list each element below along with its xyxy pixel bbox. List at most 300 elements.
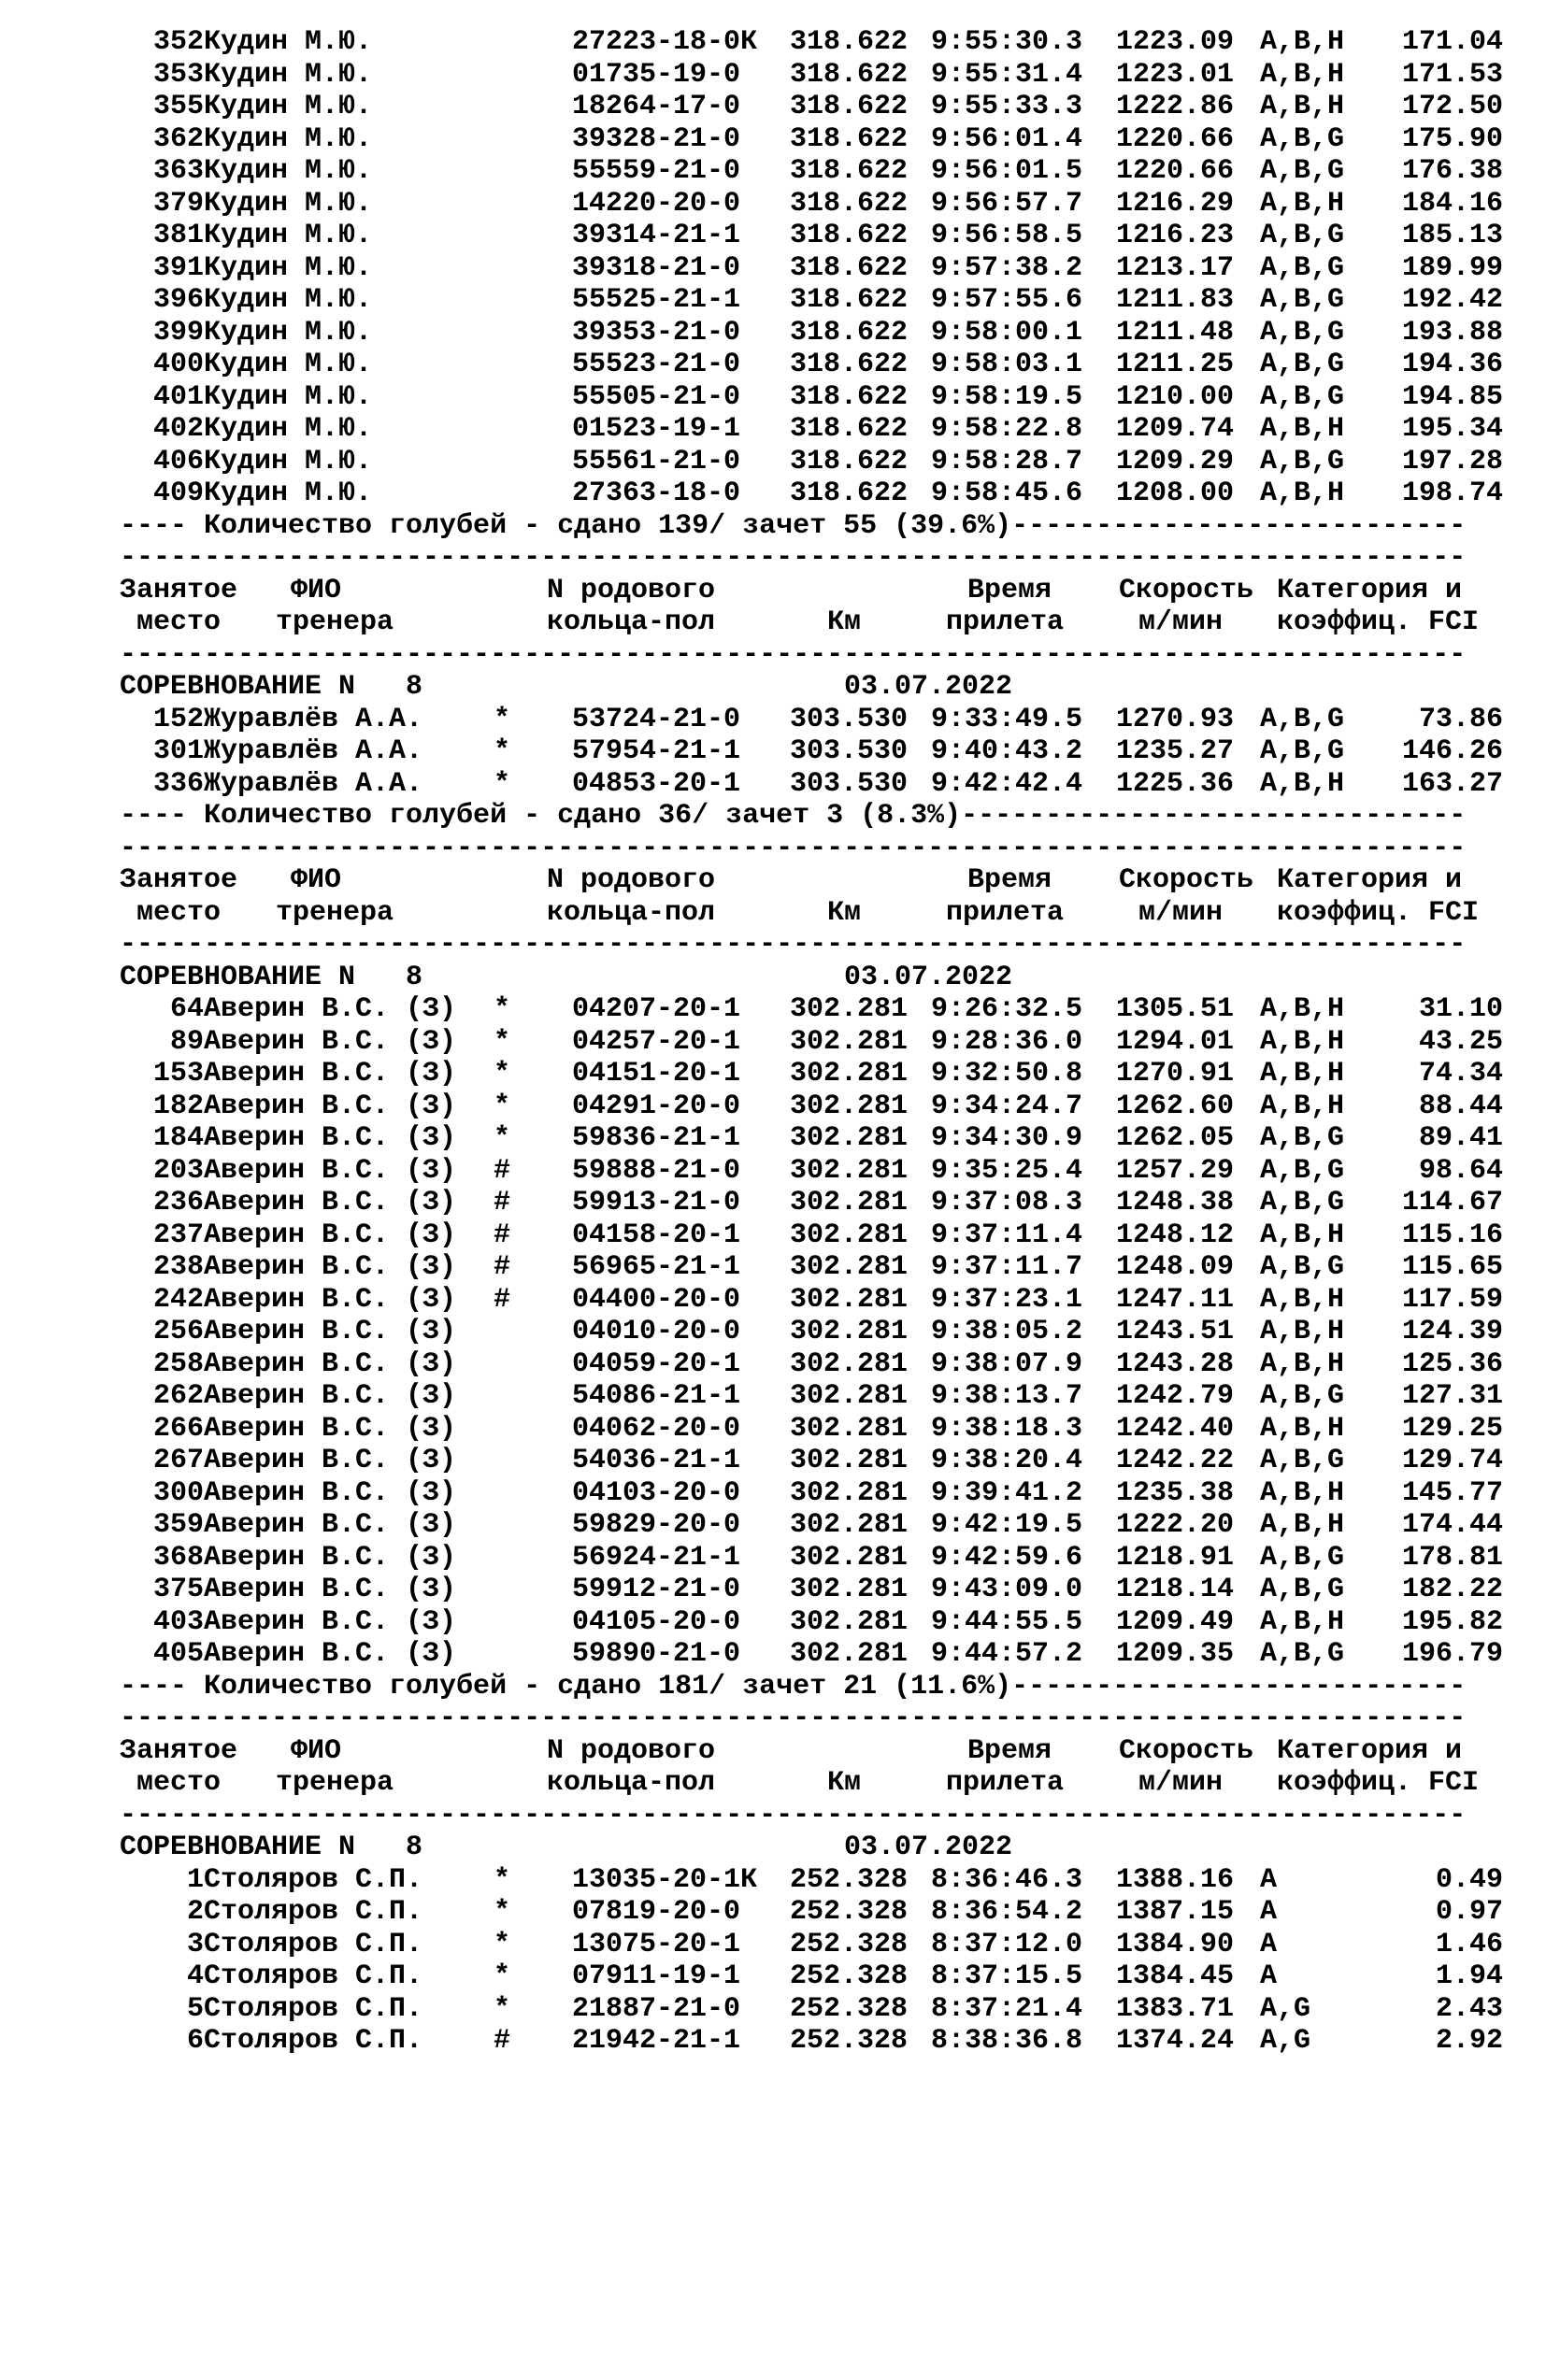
distance-km-cell: 252.328: [790, 2025, 909, 2057]
column-header-line-1: [0, 864, 1546, 897]
trainer-name-cell: Кудин М.Ю.: [204, 155, 373, 187]
result-row: [0, 1284, 1546, 1317]
result-row: [0, 1993, 1546, 2026]
place-cell: 396: [152, 284, 204, 316]
trainer-name-cell: Аверин В.С. (З): [204, 1316, 457, 1347]
result-row: [0, 993, 1546, 1026]
place-cell: 402: [152, 413, 204, 445]
fci-coef-cell: 115.16: [1401, 1219, 1503, 1251]
ring-number-cell: 04207-20-1: [572, 993, 741, 1025]
fci-coef-cell: 117.59: [1401, 1283, 1503, 1316]
result-row: [0, 477, 1546, 510]
distance-km-cell: 302.281: [790, 1090, 909, 1122]
trainer-name-cell: Столяров С.П.: [204, 1863, 423, 1896]
distance-km-cell: 302.281: [790, 1509, 909, 1541]
result-row: [0, 252, 1546, 285]
mark-cell: *: [494, 1025, 511, 1058]
distance-km-cell: 252.328: [790, 1863, 909, 1896]
header-ring-label: N родового: [547, 1734, 716, 1767]
speed-cell: 1218.91: [1116, 1541, 1235, 1574]
speed-cell: 1211.48: [1116, 316, 1235, 349]
distance-km-cell: 318.622: [790, 122, 909, 155]
trainer-name-cell: Аверин В.С. (З): [204, 1219, 457, 1251]
ring-number-cell: 04059-20-1: [572, 1347, 741, 1380]
ring-number-cell: 21942-21-1: [572, 2025, 741, 2057]
fci-coef-cell: 174.44: [1401, 1509, 1503, 1541]
speed-cell: 1208.00: [1116, 477, 1235, 509]
dash-divider-text: --------------------------------------------------------------------------------: [120, 638, 1467, 671]
arrival-time-cell: 9:38:13.7: [931, 1380, 1083, 1412]
trainer-name-cell: Столяров С.П.: [204, 1896, 423, 1928]
place-cell: 256: [152, 1316, 204, 1347]
place-cell: 381: [152, 220, 204, 251]
category-cell: A,B,G: [1260, 1380, 1345, 1412]
arrival-time-cell: 9:58:03.1: [931, 349, 1083, 380]
arrival-time-cell: 9:55:31.4: [931, 58, 1083, 91]
distance-km-cell: 303.530: [790, 735, 909, 767]
place-cell: 409: [152, 477, 204, 509]
trainer-name-cell: Кудин М.Ю.: [204, 58, 373, 91]
trainer-name-cell: Аверин В.С. (З): [204, 1412, 457, 1445]
fci-coef-cell: 184.16: [1401, 187, 1503, 220]
place-cell: 3: [186, 1928, 204, 1960]
dash-divider: [0, 1800, 1546, 1832]
trainer-name-cell: Кудин М.Ю.: [204, 284, 373, 316]
category-cell: A,B,H: [1260, 1025, 1345, 1058]
speed-cell: 1209.49: [1116, 1605, 1235, 1638]
header-place-sublabel: место: [136, 896, 222, 929]
speed-cell: 1305.51: [1116, 993, 1235, 1025]
ring-number-cell: 01735-19-0: [572, 58, 741, 91]
speed-cell: 1384.90: [1116, 1928, 1235, 1960]
fci-coef-cell: 2.43: [1435, 1992, 1503, 2025]
place-cell: 391: [152, 251, 204, 284]
speed-cell: 1209.35: [1116, 1638, 1235, 1670]
distance-km-cell: 302.281: [790, 1058, 909, 1090]
ring-number-cell: 01523-19-1: [572, 413, 741, 445]
fci-coef-cell: 43.25: [1418, 1025, 1503, 1058]
ring-number-cell: 59912-21-0: [572, 1574, 741, 1605]
competition-line: [0, 671, 1546, 704]
category-cell: A,B,H: [1260, 1316, 1345, 1347]
trainer-name-cell: Аверин В.С. (З): [204, 1445, 457, 1476]
fci-coef-cell: 127.31: [1401, 1380, 1503, 1412]
fci-coef-cell: 163.27: [1401, 767, 1503, 800]
ring-number-cell: 04291-20-0: [572, 1090, 741, 1122]
result-row: [0, 1896, 1546, 1929]
ring-number-cell: 55525-21-1: [572, 284, 741, 316]
result-row: [0, 59, 1546, 92]
place-cell: 400: [152, 349, 204, 380]
mark-cell: #: [494, 1251, 511, 1283]
header-speed-label: Скорость: [1119, 574, 1254, 606]
trainer-name-cell: Кудин М.Ю.: [204, 380, 373, 413]
fci-coef-cell: 129.25: [1401, 1412, 1503, 1445]
fci-coef-cell: 192.42: [1401, 284, 1503, 316]
result-row: [0, 1348, 1546, 1381]
result-row: [0, 1638, 1546, 1671]
category-cell: A,B,G: [1260, 251, 1345, 284]
trainer-name-cell: Аверин В.С. (З): [204, 1509, 457, 1541]
ring-number-cell: 59913-21-0: [572, 1187, 741, 1219]
ring-number-cell: 04105-20-0: [572, 1605, 741, 1638]
dash-divider: [0, 639, 1546, 672]
distance-km-cell: 302.281: [790, 1476, 909, 1509]
place-cell: 363: [152, 155, 204, 187]
fci-coef-cell: 178.81: [1401, 1541, 1503, 1574]
distance-km-cell: 318.622: [790, 220, 909, 251]
results-sheet: [0, 26, 1546, 2058]
fci-coef-cell: 195.34: [1401, 413, 1503, 445]
category-cell: A,B,G: [1260, 1445, 1345, 1476]
ring-number-cell: 27223-18-0К: [572, 26, 758, 58]
result-row: [0, 1574, 1546, 1606]
mark-cell: *: [494, 735, 511, 767]
arrival-time-cell: 9:28:36.0: [931, 1025, 1083, 1058]
result-row: [0, 155, 1546, 188]
result-row: [0, 735, 1546, 768]
header-place-sublabel: место: [136, 606, 222, 638]
speed-cell: 1243.51: [1116, 1316, 1235, 1347]
place-cell: 153: [152, 1058, 204, 1090]
trainer-name-cell: Журавлёв А.А.: [204, 735, 423, 767]
arrival-time-cell: 9:38:20.4: [931, 1445, 1083, 1476]
category-cell: A,B,H: [1260, 1605, 1345, 1638]
speed-cell: 1248.38: [1116, 1187, 1235, 1219]
category-cell: A,B,H: [1260, 91, 1345, 122]
fci-coef-cell: 124.39: [1401, 1316, 1503, 1347]
distance-km-cell: 302.281: [790, 1025, 909, 1058]
trainer-name-cell: Столяров С.П.: [204, 2025, 423, 2057]
place-cell: 336: [152, 767, 204, 800]
ring-number-cell: 27363-18-0: [572, 477, 741, 509]
speed-cell: 1294.01: [1116, 1025, 1235, 1058]
category-cell: A,B,G: [1260, 155, 1345, 187]
place-cell: 359: [152, 1509, 204, 1541]
result-row: [0, 768, 1546, 801]
distance-km-cell: 302.281: [790, 1380, 909, 1412]
fci-coef-cell: 185.13: [1401, 220, 1503, 251]
result-row: [0, 123, 1546, 156]
fci-coef-cell: 198.74: [1401, 477, 1503, 509]
ring-number-cell: 04103-20-0: [572, 1476, 741, 1509]
header-time-sublabel: прилета: [946, 896, 1065, 929]
trainer-name-cell: Аверин В.С. (З): [204, 1025, 457, 1058]
category-cell: A,B,G: [1260, 1122, 1345, 1154]
category-cell: A,B,H: [1260, 767, 1345, 800]
place-cell: 379: [152, 187, 204, 220]
trainer-name-cell: Журавлёв А.А.: [204, 767, 423, 800]
header-speed-sublabel: м/мин: [1138, 896, 1224, 929]
distance-km-cell: 318.622: [790, 445, 909, 477]
ring-number-cell: 21887-21-0: [572, 1992, 741, 2025]
trainer-name-cell: Аверин В.С. (З): [204, 1058, 457, 1090]
result-row: [0, 1026, 1546, 1059]
header-place-sublabel: место: [136, 1767, 222, 1799]
distance-km-cell: 303.530: [790, 767, 909, 800]
category-cell: A,B,H: [1260, 477, 1345, 509]
distance-km-cell: 318.622: [790, 91, 909, 122]
distance-km-cell: 302.281: [790, 1347, 909, 1380]
category-cell: A,B,H: [1260, 1090, 1345, 1122]
trainer-name-cell: Аверин В.С. (З): [204, 1283, 457, 1316]
trainer-name-cell: Кудин М.Ю.: [204, 26, 373, 58]
fci-coef-cell: 73.86: [1418, 703, 1503, 735]
fci-coef-cell: 194.36: [1401, 349, 1503, 380]
speed-cell: 1220.66: [1116, 122, 1235, 155]
arrival-time-cell: 9:58:45.6: [931, 477, 1083, 509]
trainer-name-cell: Кудин М.Ю.: [204, 251, 373, 284]
speed-cell: 1216.23: [1116, 220, 1235, 251]
arrival-time-cell: 9:40:43.2: [931, 735, 1083, 767]
fci-coef-cell: 89.41: [1418, 1122, 1503, 1154]
fci-coef-cell: 196.79: [1401, 1638, 1503, 1670]
dash-divider-text: --------------------------------------------------------------------------------: [120, 1703, 1467, 1734]
fci-coef-cell: 197.28: [1401, 445, 1503, 477]
header-speed-sublabel: м/мин: [1138, 606, 1224, 638]
dash-divider: [0, 929, 1546, 962]
dash-divider-text: --------------------------------------------------------------------------------: [120, 929, 1467, 961]
header-category-label: Категория и: [1277, 864, 1463, 896]
dash-divider-text: --------------------------------------------------------------------------------: [120, 832, 1467, 864]
distance-km-cell: 252.328: [790, 1960, 909, 1992]
mark-cell: *: [494, 1863, 511, 1896]
arrival-time-cell: 9:33:49.5: [931, 703, 1083, 735]
result-row: [0, 26, 1546, 59]
column-header-line-2: [0, 1767, 1546, 1800]
ring-number-cell: 55505-21-0: [572, 380, 741, 413]
trainer-name-cell: Аверин В.С. (З): [204, 1251, 457, 1283]
fci-coef-cell: 125.36: [1401, 1347, 1503, 1380]
arrival-time-cell: 9:44:55.5: [931, 1605, 1083, 1638]
ring-number-cell: 57954-21-1: [572, 735, 741, 767]
mark-cell: *: [494, 1896, 511, 1928]
trainer-name-cell: Кудин М.Ю.: [204, 122, 373, 155]
ring-number-cell: 54036-21-1: [572, 1445, 741, 1476]
category-cell: A,G: [1260, 2025, 1311, 2057]
header-trainer-sublabel: тренера: [276, 896, 394, 929]
category-cell: A,B,G: [1260, 445, 1345, 477]
arrival-time-cell: 9:42:19.5: [931, 1509, 1083, 1541]
category-cell: A,B,H: [1260, 413, 1345, 445]
fci-coef-cell: 115.65: [1401, 1251, 1503, 1283]
speed-cell: 1242.40: [1116, 1412, 1235, 1445]
speed-cell: 1270.93: [1116, 703, 1235, 735]
result-row: [0, 1122, 1546, 1155]
category-cell: A,B,H: [1260, 187, 1345, 220]
trainer-name-cell: Аверин В.С. (З): [204, 1154, 457, 1187]
arrival-time-cell: 9:39:41.2: [931, 1476, 1083, 1509]
competition-title: СОРЕВНОВАНИЕ N 8: [120, 961, 423, 993]
mark-cell: *: [494, 703, 511, 735]
distance-km-cell: 302.281: [790, 1122, 909, 1154]
dash-divider-text: --------------------------------------------------------------------------------: [120, 1799, 1467, 1831]
distance-km-cell: 302.281: [790, 1541, 909, 1574]
header-km-label: Км: [827, 1767, 862, 1799]
arrival-time-cell: 8:36:46.3: [931, 1863, 1083, 1896]
trainer-name-cell: Аверин В.С. (З): [204, 1347, 457, 1380]
arrival-time-cell: 9:38:05.2: [931, 1316, 1083, 1347]
result-row: [0, 2025, 1546, 2058]
result-row: [0, 1187, 1546, 1219]
header-fio-label: ФИО: [291, 1734, 342, 1767]
result-row: [0, 446, 1546, 478]
speed-cell: 1383.71: [1116, 1992, 1235, 2025]
category-cell: A,B,G: [1260, 1638, 1345, 1670]
ring-number-cell: 53724-21-0: [572, 703, 741, 735]
distance-km-cell: 318.622: [790, 58, 909, 91]
summary-line: [0, 1671, 1546, 1703]
arrival-time-cell: 9:57:38.2: [931, 251, 1083, 284]
place-cell: 403: [152, 1605, 204, 1638]
trainer-name-cell: Столяров С.П.: [204, 1992, 423, 2025]
result-row: [0, 188, 1546, 221]
category-cell: A,B,G: [1260, 122, 1345, 155]
place-cell: 238: [152, 1251, 204, 1283]
competition-title: СОРЕВНОВАНИЕ N 8: [120, 1831, 423, 1863]
ring-number-cell: 39318-21-0: [572, 251, 741, 284]
distance-km-cell: 318.622: [790, 413, 909, 445]
fci-coef-cell: 1.46: [1435, 1928, 1503, 1960]
distance-km-cell: 318.622: [790, 155, 909, 187]
header-time-label: Время: [967, 574, 1052, 606]
competition-line: [0, 962, 1546, 994]
category-cell: A,B,G: [1260, 284, 1345, 316]
header-ring-label: N родового: [547, 574, 716, 606]
distance-km-cell: 318.622: [790, 477, 909, 509]
place-cell: 401: [152, 380, 204, 413]
dash-divider-text: --------------------------------------------------------------------------------: [120, 542, 1467, 574]
header-km-label: Км: [827, 606, 862, 638]
arrival-time-cell: 9:58:28.7: [931, 445, 1083, 477]
mark-cell: #: [494, 1154, 511, 1187]
ring-number-cell: 59836-21-1: [572, 1122, 741, 1154]
fci-coef-cell: 31.10: [1418, 993, 1503, 1025]
speed-cell: 1225.36: [1116, 767, 1235, 800]
trainer-name-cell: Аверин В.С. (З): [204, 993, 457, 1025]
distance-km-cell: 302.281: [790, 1445, 909, 1476]
result-row: [0, 1413, 1546, 1446]
place-cell: 267: [152, 1445, 204, 1476]
fci-coef-cell: 194.85: [1401, 380, 1503, 413]
speed-cell: 1262.05: [1116, 1122, 1235, 1154]
arrival-time-cell: 8:38:36.8: [931, 2025, 1083, 2057]
ring-number-cell: 39314-21-1: [572, 220, 741, 251]
summary-text: ---- Количество голубей - сдано 36/ зачет 3 (8.3%)------------------------------: [120, 800, 1467, 832]
speed-cell: 1242.22: [1116, 1445, 1235, 1476]
fci-coef-cell: 145.77: [1401, 1476, 1503, 1509]
speed-cell: 1235.38: [1116, 1476, 1235, 1509]
header-trainer-sublabel: тренера: [276, 1767, 394, 1799]
ring-number-cell: 54086-21-1: [572, 1380, 741, 1412]
place-cell: 64: [169, 993, 204, 1025]
distance-km-cell: 318.622: [790, 316, 909, 349]
ring-number-cell: 39328-21-0: [572, 122, 741, 155]
header-category-sublabel: коэффиц. FCI: [1277, 1767, 1480, 1799]
speed-cell: 1262.60: [1116, 1090, 1235, 1122]
fci-coef-cell: 98.64: [1418, 1154, 1503, 1187]
mark-cell: *: [494, 1058, 511, 1090]
summary-text: ---- Количество голубей - сдано 139/ зачет 55 (39.6%)---------------------------: [120, 509, 1467, 542]
ring-number-cell: 56965-21-1: [572, 1251, 741, 1283]
speed-cell: 1223.01: [1116, 58, 1235, 91]
fci-coef-cell: 0.49: [1435, 1863, 1503, 1896]
trainer-name-cell: Журавлёв А.А.: [204, 703, 423, 735]
result-row: [0, 1477, 1546, 1510]
mark-cell: *: [494, 1122, 511, 1154]
speed-cell: 1374.24: [1116, 2025, 1235, 2057]
ring-number-cell: 07911-19-1: [572, 1960, 741, 1992]
category-cell: A,B,H: [1260, 1476, 1345, 1509]
header-place-label: Занятое: [120, 864, 238, 896]
arrival-time-cell: 9:37:11.7: [931, 1251, 1083, 1283]
header-time-sublabel: прилета: [946, 606, 1065, 638]
ring-number-cell: 55561-21-0: [572, 445, 741, 477]
arrival-time-cell: 9:37:08.3: [931, 1187, 1083, 1219]
category-cell: A,B,G: [1260, 1187, 1345, 1219]
category-cell: A: [1260, 1863, 1278, 1896]
header-fio-label: ФИО: [291, 574, 342, 606]
category-cell: A,B,G: [1260, 380, 1345, 413]
ring-number-cell: 59888-21-0: [572, 1154, 741, 1187]
place-cell: 2: [186, 1896, 204, 1928]
ring-number-cell: 07819-20-0: [572, 1896, 741, 1928]
ring-number-cell: 18264-17-0: [572, 91, 741, 122]
category-cell: A,B,G: [1260, 1154, 1345, 1187]
fci-coef-cell: 129.74: [1401, 1445, 1503, 1476]
place-cell: 182: [152, 1090, 204, 1122]
speed-cell: 1218.14: [1116, 1574, 1235, 1605]
place-cell: 4: [186, 1960, 204, 1992]
mark-cell: *: [494, 1960, 511, 1992]
arrival-time-cell: 9:38:07.9: [931, 1347, 1083, 1380]
place-cell: 355: [152, 91, 204, 122]
result-row: [0, 1251, 1546, 1284]
ring-number-cell: 04257-20-1: [572, 1025, 741, 1058]
header-category-label: Категория и: [1277, 1734, 1463, 1767]
fci-coef-cell: 193.88: [1401, 316, 1503, 349]
result-row: [0, 317, 1546, 349]
place-cell: 399: [152, 316, 204, 349]
mark-cell: *: [494, 1928, 511, 1960]
arrival-time-cell: 9:58:22.8: [931, 413, 1083, 445]
result-row: [0, 1606, 1546, 1639]
distance-km-cell: 302.281: [790, 1412, 909, 1445]
arrival-time-cell: 9:38:18.3: [931, 1412, 1083, 1445]
speed-cell: 1213.17: [1116, 251, 1235, 284]
competition-date: 03.07.2022: [844, 671, 1013, 703]
trainer-name-cell: Кудин М.Ю.: [204, 445, 373, 477]
dash-divider: [0, 1703, 1546, 1735]
fci-coef-cell: 114.67: [1401, 1187, 1503, 1219]
category-cell: A: [1260, 1960, 1278, 1992]
header-ring-sublabel: кольца-пол: [547, 1767, 716, 1799]
arrival-time-cell: 9:42:59.6: [931, 1541, 1083, 1574]
category-cell: A,B,G: [1260, 1251, 1345, 1283]
ring-number-cell: 04158-20-1: [572, 1219, 741, 1251]
distance-km-cell: 302.281: [790, 993, 909, 1025]
ring-number-cell: 59890-21-0: [572, 1638, 741, 1670]
result-row: [0, 220, 1546, 252]
arrival-time-cell: 9:56:57.7: [931, 187, 1083, 220]
speed-cell: 1209.74: [1116, 413, 1235, 445]
arrival-time-cell: 8:36:54.2: [931, 1896, 1083, 1928]
trainer-name-cell: Кудин М.Ю.: [204, 477, 373, 509]
category-cell: A,B,G: [1260, 316, 1345, 349]
distance-km-cell: 318.622: [790, 284, 909, 316]
fci-coef-cell: 171.04: [1401, 26, 1503, 58]
category-cell: A,B,G: [1260, 220, 1345, 251]
